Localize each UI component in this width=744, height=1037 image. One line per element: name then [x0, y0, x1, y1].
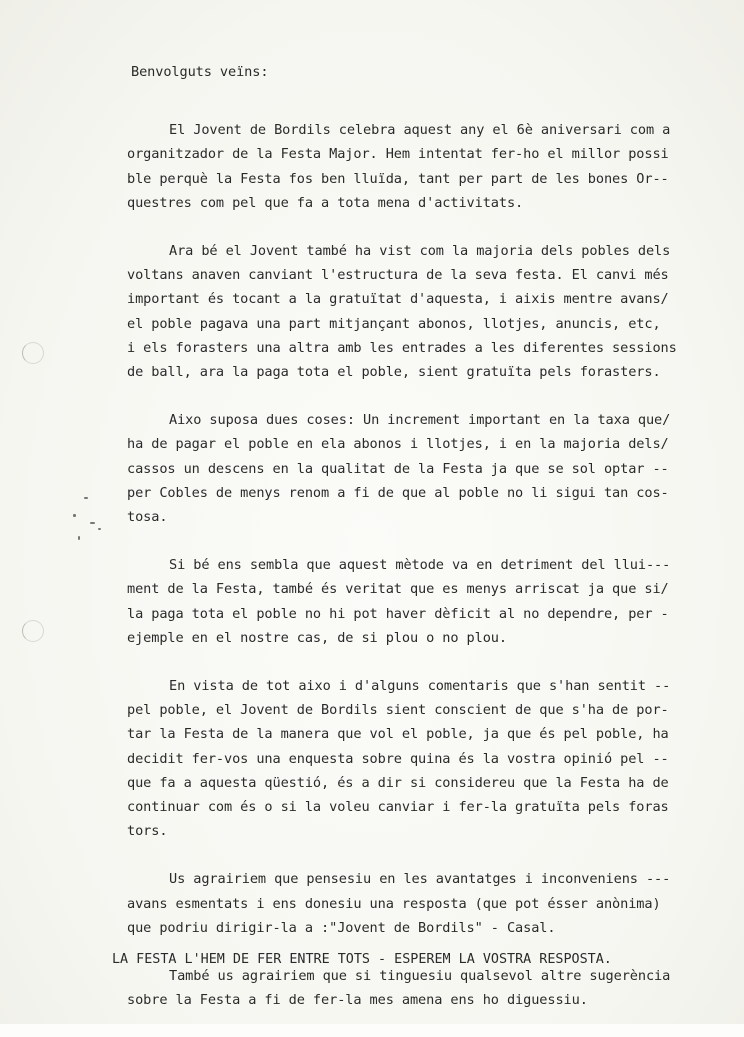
ink-speck — [73, 514, 76, 517]
text-line: que podriu dirigir-la a :"Jovent de Bordils" - Casal. — [127, 919, 556, 936]
text-line: de ball, ara la paga tota el poble, sient gratuïta pels forasters. — [127, 364, 661, 381]
text-line: En vista de tot aixo i d'alguns comentaris que s'han sentit -- — [169, 678, 671, 695]
text-line: tosa. — [127, 509, 168, 526]
text-line: ha de pagar el poble en ela abonos i llotjes, i en la majoria dels/ — [127, 436, 669, 453]
closing-slogan: LA FESTA L'HEM DE FER ENTRE TOTS - ESPEREM LA VOSTRA RESPOSTA. — [112, 952, 612, 967]
text-line: cassos un descens en la qualitat de la Festa ja que se sol optar -- — [127, 460, 669, 477]
paragraph-3 — [127, 408, 687, 529]
text-line: tar la Festa de la manera que vol el poble, ja que és pel poble, ha — [127, 726, 669, 743]
text-line: Us agrairiem que pensesiu en les avantatges i inconveniens --- — [169, 871, 671, 888]
punch-hole-top — [22, 342, 44, 364]
text-line: important és tocant a la gratuïtat d'aquesta, i aixis mentre avans/ — [127, 291, 669, 308]
text-line: ment de la Festa, també és veritat que es menys arriscat ja que si/ — [127, 581, 669, 598]
punch-hole-bottom — [22, 620, 44, 642]
text-line: i els forasters una altra amb les entrades a les diferentes sessions — [127, 339, 677, 356]
text-line: El Jovent de Bordils celebra aquest any el 6è aniversari com a — [169, 122, 671, 139]
text-line: Aixo suposa dues coses: Un increment important en la taxa que/ — [169, 412, 671, 429]
text-line: organitzador de la Festa Major. Hem intentat fer-ho el millor possi — [127, 146, 669, 163]
text-line: continuar com és o si la voleu canviar i fer-la gratuïta pels foras — [127, 799, 669, 816]
ink-speck — [84, 497, 88, 499]
text-line: pel poble, el Jovent de Bordils sient conscient de que s'ha de por- — [127, 702, 669, 719]
ink-speck — [78, 536, 80, 540]
paragraph-4 — [127, 553, 687, 650]
text-line: Ara bé el Jovent també ha vist com la majoria dels pobles dels — [169, 243, 671, 260]
text-line: avans esmentats i ens donesiu una resposta (que pot ésser anònima) — [127, 895, 661, 912]
paragraph-2 — [127, 239, 687, 384]
text-line: la paga tota el poble no hi pot haver dèficit al no dependre, per - — [127, 605, 669, 622]
paragraph-5 — [127, 674, 687, 843]
paragraph-6 — [127, 867, 687, 940]
text-line: per Cobles de menys renom a fi de que al poble no li sigui tan cos- — [127, 484, 669, 501]
ink-speck — [90, 522, 95, 524]
text-line: voltans anaven canviant l'estructura de la seva festa. El canvi més — [127, 267, 669, 284]
text-line: decidit fer-vos una enquesta sobre quina és la vostra opinió pel -- — [127, 750, 669, 767]
text-line: sobre la Festa a fi de fer-la mes amena ens ho diguessiu. — [127, 992, 588, 1009]
text-line: questres com pel que fa a tota mena d'activitats. — [127, 194, 524, 211]
text-line: ejemple en el nostre cas, de si plou o no plou. — [127, 629, 507, 646]
text-line: Si bé ens sembla que aquest mètode va en detriment del llui--- — [169, 557, 671, 574]
text-line: el poble pagava una part mitjançant abonos, llotjes, anuncis, etc, — [127, 315, 661, 332]
paragraph-7 — [127, 964, 687, 1012]
text-line: ble perquè la Festa fos ben lluïda, tant per part de les bones Or-- — [127, 170, 669, 187]
text-line: tors. — [127, 823, 168, 840]
salutation: Benvolguts veïns: — [131, 64, 269, 80]
ink-speck — [98, 528, 101, 530]
paragraph-1 — [127, 118, 687, 215]
text-line: que fa a aquesta qüestió, és a dir si considereu que la Festa ha de — [127, 774, 669, 791]
letter-body — [127, 60, 687, 1037]
text-line: També us agrairiem que si tinguesiu qualsevol altre sugerència — [169, 968, 671, 985]
